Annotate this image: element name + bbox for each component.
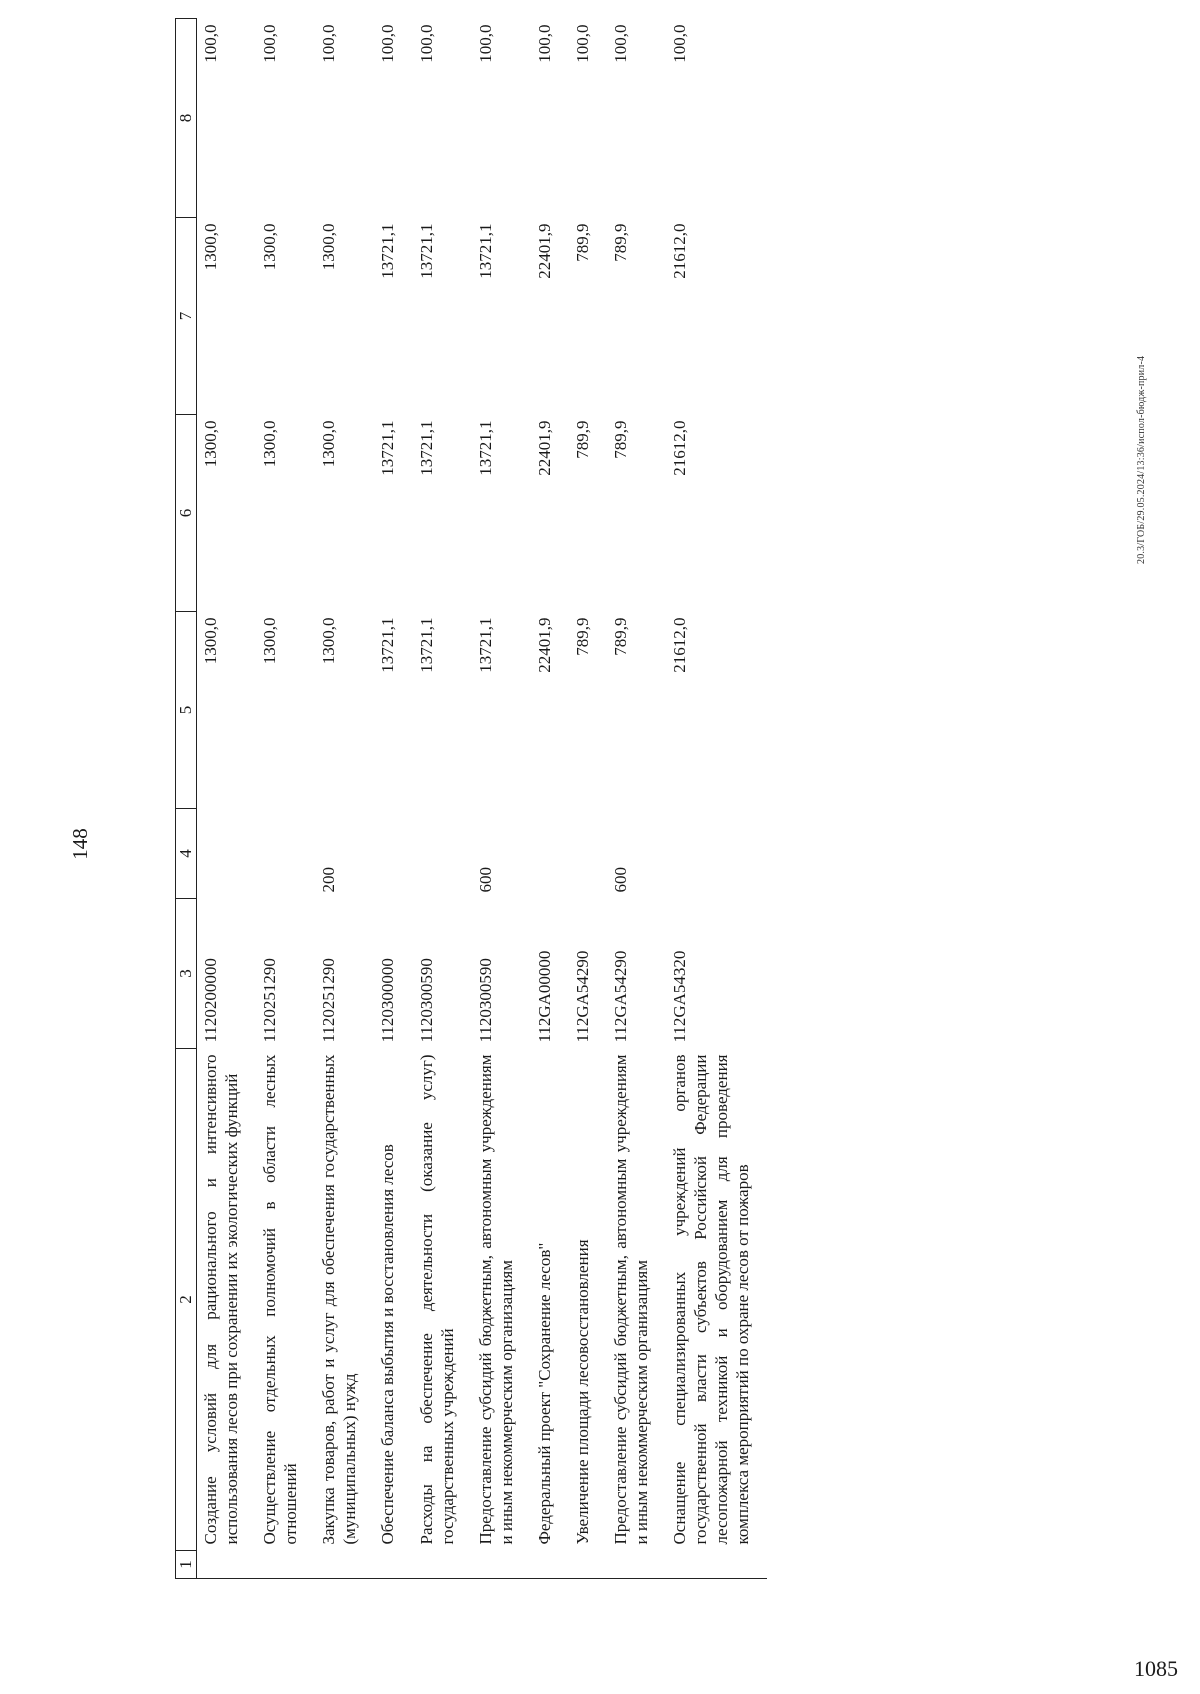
value-col-8: 100,0 [260, 24, 280, 63]
table-row [413, 19, 472, 1579]
value-col-5: 789,9 [572, 617, 592, 656]
row-name: Создание условий для рационального и интенсивного использования лесов при сохранении их экологических функций [201, 1054, 242, 1545]
sheet-number: 1085 [1134, 1656, 1178, 1681]
column-header: 4 [176, 809, 197, 899]
value-col-8: 100,0 [378, 24, 398, 63]
value-col-7: 13721,1 [378, 223, 398, 279]
value-col-5: 13721,1 [378, 617, 398, 673]
target-code: 1120300590 [416, 958, 436, 1043]
column-header: 5 [176, 612, 197, 809]
value-col-6: 13721,1 [378, 420, 398, 476]
value-col-8: 100,0 [670, 24, 690, 63]
table-row [607, 19, 666, 1579]
value-col-7: 789,9 [572, 223, 592, 262]
value-col-5: 13721,1 [475, 617, 495, 673]
target-code: 1120300590 [475, 958, 495, 1043]
expense-kind [374, 809, 412, 899]
row-name: Расходы на обеспечение деятельности (оказание услуг) государственных учреждений [416, 1054, 457, 1545]
value-col-5: 1300,0 [319, 617, 339, 665]
value-col-5: 1300,0 [260, 617, 280, 665]
value-col-7: 1300,0 [201, 223, 220, 271]
value-col-7: 1300,0 [319, 223, 339, 271]
row-name: Осуществление отдельных полномочий в области лесных отношений [260, 1054, 301, 1545]
table-row [256, 19, 315, 1579]
value-col-8: 100,0 [319, 24, 339, 63]
value-col-7: 13721,1 [475, 223, 495, 279]
value-col-5: 1300,0 [201, 617, 220, 665]
expense-kind [531, 809, 569, 899]
column-header-row [176, 19, 197, 1579]
value-col-6: 1300,0 [260, 420, 280, 468]
page-number: 148 [68, 828, 92, 860]
row-name: Закупка товаров, работ и услуг для обеспечения государственных (муниципальных) нужд [319, 1054, 360, 1545]
value-col-5: 789,9 [611, 617, 631, 656]
table-row [569, 19, 607, 1579]
table-row [374, 19, 412, 1579]
table-row [197, 19, 257, 1579]
target-code: 1120300000 [378, 958, 398, 1043]
target-code: 1120251290 [319, 958, 339, 1043]
expense-kind: 600 [611, 867, 631, 893]
value-col-7: 13721,1 [416, 223, 436, 279]
value-col-6: 21612,0 [670, 420, 690, 476]
row-name: Оснащение специализированных учреждений органов государственной власти субъектов Российской Федерации лесопожарной техникой и оборудованием для проведения комплекса мероприятий по охране лесов от пожаров [670, 1054, 753, 1545]
column-header: 3 [176, 899, 197, 1049]
row-name: Предоставление субсидий бюджетным, автономным учреждениям и иным некоммерческим организациям [611, 1054, 652, 1545]
value-col-6: 789,9 [611, 420, 631, 459]
value-col-5: 13721,1 [416, 617, 436, 673]
value-col-8: 100,0 [201, 24, 220, 63]
table-row [472, 19, 531, 1579]
budget-table [175, 18, 767, 1579]
value-col-7: 1300,0 [260, 223, 280, 271]
target-code: 112GA54320 [670, 950, 690, 1043]
value-col-7: 22401,9 [534, 223, 554, 279]
target-code: 112GA54290 [572, 950, 592, 1043]
value-col-7: 21612,0 [670, 223, 690, 279]
value-col-7: 789,9 [611, 223, 631, 262]
expense-kind: 200 [319, 867, 339, 893]
target-code: 1120200000 [201, 958, 220, 1043]
row-name: Увеличение площади лесовосстановления [572, 1239, 592, 1545]
expense-kind [256, 809, 315, 899]
expense-kind [197, 809, 257, 899]
expense-kind: 600 [475, 867, 495, 893]
target-code: 1120251290 [260, 958, 280, 1043]
value-col-6: 13721,1 [475, 420, 495, 476]
row-name: Обеспечение баланса выбытия и восстановления лесов [378, 1144, 398, 1545]
target-code: 112GA54290 [611, 950, 631, 1043]
target-code: 112GA00000 [534, 950, 554, 1043]
column-header: 7 [176, 218, 197, 415]
value-col-6: 13721,1 [416, 420, 436, 476]
expense-kind [666, 809, 767, 899]
table-row [531, 19, 569, 1579]
row-name: Федеральный проект "Сохранение лесов" [534, 1242, 554, 1545]
column-header: 1 [176, 1551, 197, 1579]
table-row [666, 19, 767, 1579]
value-col-8: 100,0 [534, 24, 554, 63]
value-col-8: 100,0 [572, 24, 592, 63]
row-name: Предоставление субсидий бюджетным, автономным учреждениям и иным некоммерческим организациям [475, 1054, 516, 1545]
column-header: 8 [176, 19, 197, 218]
value-col-8: 100,0 [416, 24, 436, 63]
value-col-6: 1300,0 [201, 420, 220, 468]
table-row [315, 19, 374, 1579]
value-col-6: 1300,0 [319, 420, 339, 468]
column-header: 2 [176, 1049, 197, 1551]
expense-kind [413, 809, 472, 899]
value-col-5: 21612,0 [670, 617, 690, 673]
column-header: 6 [176, 415, 197, 612]
value-col-8: 100,0 [475, 24, 495, 63]
footer-stamp: 20.3/ГОБ/29.05.2024/13:36/испол-бюдж-прил-4 [1136, 355, 1147, 564]
value-col-8: 100,0 [611, 24, 631, 63]
value-col-6: 22401,9 [534, 420, 554, 476]
value-col-6: 789,9 [572, 420, 592, 459]
expense-kind [569, 809, 607, 899]
value-col-5: 22401,9 [534, 617, 554, 673]
